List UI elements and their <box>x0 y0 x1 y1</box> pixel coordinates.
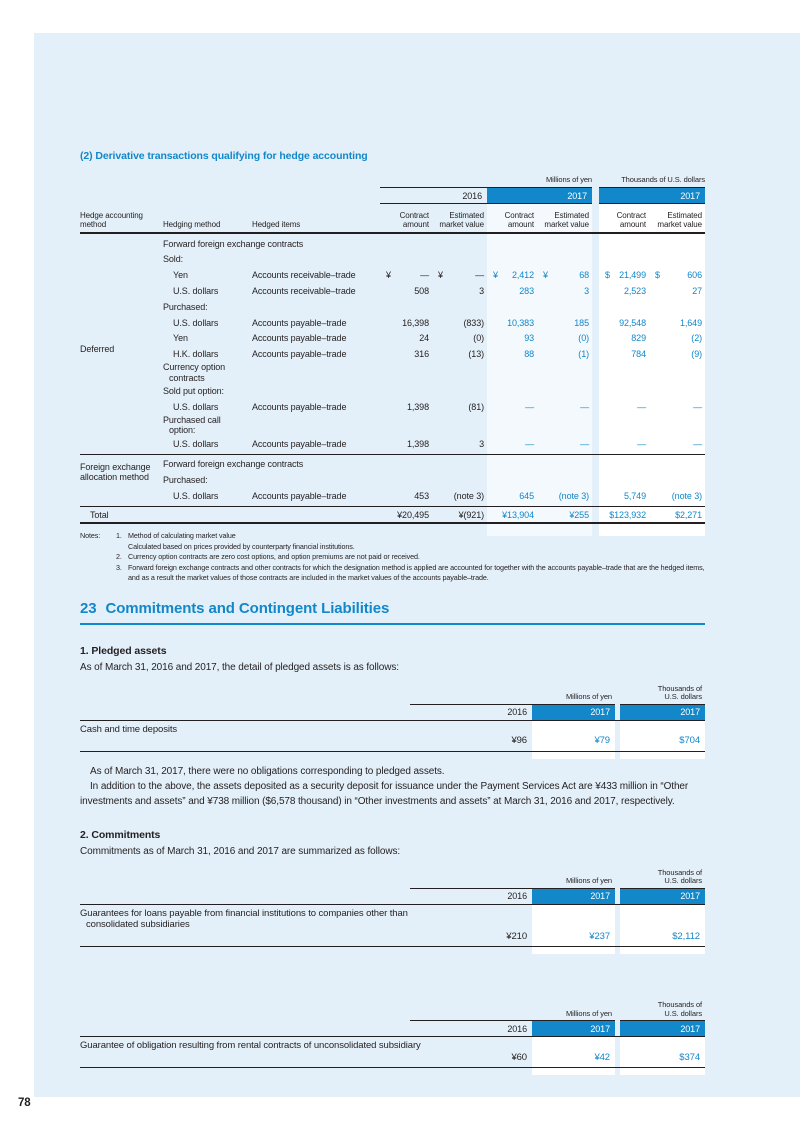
unit-label-usd <box>658 1001 702 1018</box>
hedge-accounting-method-label <box>80 462 162 483</box>
year-2017: 2017 <box>532 1021 615 1036</box>
label-line: Yen <box>173 333 188 344</box>
value-cell: $2,271 <box>675 509 702 520</box>
table-section <box>80 234 705 454</box>
value-cell: — <box>525 401 534 412</box>
label-line: U.S. dollars <box>173 401 219 412</box>
hedged-items-cell: Accounts payable–trade <box>252 401 347 412</box>
hedged-items-cell: Accounts payable–trade <box>252 438 347 449</box>
hedging-method-cell <box>163 386 380 397</box>
unit-label-yen: Millions of yen <box>545 175 592 184</box>
note-item <box>116 552 705 563</box>
value-cell <box>487 270 537 281</box>
unit-label-usd <box>658 869 702 886</box>
col-header-hedge-accounting-method: Hedge accounting method <box>80 211 143 229</box>
year-2017: 2017 <box>487 188 592 203</box>
value-cell: ¥96 <box>511 735 527 747</box>
col-header-contract-amount: Contract amount <box>504 211 534 229</box>
year-2017-usd: 2017 <box>620 704 705 720</box>
label-line: Forward foreign exchange contracts and other contracts for which the designation method is applied are accounted for together with the accounts payable–trade that are the hedged items, and as a result the market values of those contracts are included in the market values of the accounts payable–trade. <box>128 562 705 583</box>
value-cell: 92,548 <box>619 317 646 328</box>
label-line: Purchased: <box>163 301 208 312</box>
value-cell: 3 <box>479 438 484 449</box>
table-row <box>80 457 705 473</box>
value-cell <box>599 270 649 281</box>
section-number: 23 <box>80 599 97 617</box>
value-cell: ¥255 <box>569 509 589 520</box>
unit-label-yen: Millions of yen <box>565 876 612 886</box>
col-header-contract-amount: Contract amount <box>616 211 646 229</box>
pledged-assets-table <box>80 682 705 752</box>
value-cell: (0) <box>473 333 484 344</box>
value-cell: 5,749 <box>623 491 646 501</box>
value-cell: 1,649 <box>679 317 702 328</box>
year-header-row <box>80 888 705 905</box>
hedging-method-cell <box>163 402 252 413</box>
section-heading <box>80 600 705 625</box>
year-group-yen <box>410 888 615 904</box>
hedging-method-cell <box>163 302 380 313</box>
hedged-items-cell: Accounts payable–trade <box>252 349 347 360</box>
label-line: Purchased: <box>163 475 208 486</box>
year-header-row <box>80 704 705 721</box>
spacer <box>80 959 705 989</box>
table-notes <box>80 531 705 584</box>
unit-labels-row <box>80 866 705 888</box>
value-cell: 27 <box>692 286 702 297</box>
table-row <box>80 905 705 948</box>
unit-labels-row <box>80 682 705 704</box>
year-group-yen <box>380 187 592 204</box>
currency-symbol: ¥ <box>493 270 498 281</box>
value-cell: 1,398 <box>406 438 429 449</box>
value-cell: (81) <box>468 401 484 412</box>
hedged-items-cell: Accounts payable–trade <box>252 317 347 328</box>
note-text <box>128 563 705 584</box>
value-cell: $374 <box>679 1051 700 1063</box>
label-line: U.S. dollars <box>173 438 219 449</box>
value-cell: 316 <box>414 349 429 360</box>
year-2017: 2017 <box>532 889 615 904</box>
value: 606 <box>687 270 702 281</box>
label-line: Guarantee of obligation resulting from rental contracts of unconsolidated subsidiary <box>80 1040 421 1052</box>
table-row <box>80 331 705 347</box>
note-number: 1. <box>116 531 122 541</box>
hedged-items-cell: Accounts payable–trade <box>252 333 347 344</box>
year-2016: 2016 <box>507 707 527 718</box>
section-title: Commitments and Contingent Liabilities <box>105 599 390 617</box>
unit-label-usd: Thousands of U.S. dollars <box>621 175 705 184</box>
table-row <box>80 436 705 452</box>
label-line: Foreign exchange <box>80 461 151 472</box>
note-number: 2. <box>116 552 122 562</box>
column-header-row <box>80 204 705 234</box>
label-line: Yen <box>173 270 188 281</box>
paragraph: In addition to the above, the assets deposited as a security deposit for issuance under the Payment Services Act are ¥433 million in “Other investments and assets” and ¥738 million ($6,578 thousand) in “Other investments and assets” at March 31, 2016 and 2017, respectively. <box>80 780 689 807</box>
value-cell: ¥13,904 <box>502 509 534 520</box>
value-cell: — <box>693 401 702 412</box>
label-line: consolidated subsidiaries <box>86 919 190 931</box>
label-line: Forward foreign exchange contracts <box>163 459 304 470</box>
unit-label-yen: Millions of yen <box>565 1008 612 1018</box>
hedging-method-cell <box>163 239 380 250</box>
label-line: Cash and time deposits <box>80 723 178 735</box>
value: 2,412 <box>511 270 534 281</box>
table-row <box>80 488 705 504</box>
table-row <box>80 362 705 383</box>
pledged-assets-paragraphs <box>80 764 705 809</box>
notes-prefix: Notes: <box>80 531 101 541</box>
label-line: U.S. dollars <box>173 491 219 501</box>
value-cell: 10,383 <box>507 317 534 328</box>
col-header-estimated-market-value: Estimated market value <box>544 211 589 229</box>
year-group-yen <box>410 1020 615 1036</box>
value-cell: — <box>693 438 702 449</box>
value-cell: (note 3) <box>453 491 484 501</box>
value-cell: 829 <box>631 333 646 344</box>
pledged-assets-subheading: 1. Pledged assets <box>80 644 167 657</box>
col-header-hedged-items: Hedged items <box>252 220 301 229</box>
currency-symbol: $ <box>655 270 660 281</box>
value-cell: 185 <box>574 317 589 328</box>
col-header-hedging-method: Hedging method <box>163 220 221 229</box>
label-line: U.S. dollars <box>664 692 702 702</box>
currency-symbol: ¥ <box>438 270 443 281</box>
pledged-assets-intro: As of March 31, 2016 and 2017, the detail of pledged assets is as follows: <box>80 661 399 673</box>
table-row <box>80 315 705 331</box>
label-line: option: <box>169 425 196 436</box>
hedging-method-cell <box>163 415 380 436</box>
year-header-row <box>80 1020 705 1037</box>
unit-labels-row <box>80 175 705 187</box>
row-label <box>80 1040 532 1052</box>
value-cell: 283 <box>519 286 534 297</box>
commitments-subheading: 2. Commitments <box>80 828 161 841</box>
label-line: Forward foreign exchange contracts <box>163 238 304 249</box>
hedging-method-cell <box>163 318 252 329</box>
value-cell: ¥20,495 <box>397 509 429 520</box>
value-cell: ¥79 <box>594 735 610 747</box>
page-content <box>80 150 705 1080</box>
table-section <box>80 454 705 506</box>
value-cell: 88 <box>524 349 534 360</box>
year-2016: 2016 <box>507 891 527 902</box>
page-number: 78 <box>18 1097 31 1109</box>
hedge-accounting-method-label <box>80 344 162 355</box>
value-cell: ¥210 <box>506 930 527 942</box>
value-cell <box>649 270 705 281</box>
row-label <box>80 908 532 931</box>
value-cell: (833) <box>463 317 484 328</box>
hedging-method-cell <box>163 333 252 344</box>
table-row <box>80 347 705 363</box>
label-line: Guarantees for loans payable from financial institutions to companies other than <box>80 907 408 919</box>
value-cell: (1) <box>578 349 589 360</box>
hedging-method-cell <box>163 349 252 360</box>
label-line: U.S. dollars <box>173 317 219 328</box>
hedged-items-cell: Accounts payable–trade <box>252 491 347 501</box>
label-line: U.S. dollars <box>664 876 702 886</box>
value-cell: (9) <box>691 349 702 360</box>
label-line: Sold put option: <box>163 386 224 397</box>
notes-list <box>116 531 705 584</box>
year-group-yen <box>410 704 615 720</box>
hedging-method-cell <box>163 439 252 450</box>
label-line: U.S. dollars <box>664 1008 702 1018</box>
paragraph: As of March 31, 2017, there were no obligations corresponding to pledged assets. <box>90 765 445 777</box>
note-text <box>128 531 705 552</box>
label-line: Sold: <box>163 254 184 265</box>
value-cell: 784 <box>631 349 646 360</box>
value-cell: 3 <box>479 286 484 297</box>
currency-symbol: ¥ <box>386 270 391 281</box>
label-line: Currency option contracts are zero cost options, and option premiums are not paid or received. <box>128 552 420 562</box>
hedging-method-cell <box>163 270 252 281</box>
note-number: 3. <box>116 562 122 572</box>
value-cell: 93 <box>524 333 534 344</box>
value-cell: 24 <box>419 333 429 344</box>
year-2017-usd: 2017 <box>599 187 705 204</box>
value: — <box>420 270 429 281</box>
value-cell: — <box>525 438 534 449</box>
value-cell: (note 3) <box>558 491 589 501</box>
value: — <box>475 270 484 281</box>
label-line: U.S. dollars <box>173 286 219 297</box>
label-line: H.K. dollars <box>173 349 219 360</box>
value-cell: — <box>580 438 589 449</box>
table-row <box>80 283 705 299</box>
table-row <box>80 1037 705 1068</box>
table-row <box>80 236 705 252</box>
label-line: contracts <box>169 372 205 383</box>
value-cell: 1,398 <box>406 401 429 412</box>
year-2017: 2017 <box>532 705 615 720</box>
table-row <box>80 415 705 436</box>
commitments-table-guarantee-rental <box>80 998 705 1068</box>
value-cell: (13) <box>468 349 484 360</box>
value-cell: 645 <box>519 491 534 501</box>
unit-labels-row <box>80 998 705 1020</box>
col-header-contract-amount: Contract amount <box>399 211 429 229</box>
value-cell <box>432 270 487 281</box>
table-row <box>80 268 705 284</box>
value-cell: (note 3) <box>671 491 702 501</box>
label-line: Thousands of <box>657 867 702 877</box>
year-2016: 2016 <box>462 190 482 201</box>
derivative-table <box>80 175 705 524</box>
value-cell: $123,932 <box>609 509 646 520</box>
col-header-estimated-market-value: Estimated market value <box>657 211 702 229</box>
note-item <box>116 563 705 584</box>
derivative-subheading: (2) Derivative transactions qualifying for hedge accounting <box>80 150 368 162</box>
value-cell: ¥42 <box>594 1051 610 1063</box>
value-cell: — <box>637 401 646 412</box>
commitments-intro: Commitments as of March 31, 2016 and 2017 are summarized as follows: <box>80 845 401 857</box>
value-cell: 508 <box>414 286 429 297</box>
label-line: Thousands of <box>657 683 702 693</box>
hedging-method-cell <box>163 362 380 383</box>
table-row <box>80 721 705 752</box>
value-cell: — <box>580 401 589 412</box>
hedging-method-cell <box>163 459 380 470</box>
label-line: Thousands of <box>657 1000 702 1010</box>
value-cell: $2,112 <box>672 930 700 942</box>
unit-label-usd <box>658 685 702 702</box>
value-cell: $704 <box>679 735 700 747</box>
value: 68 <box>579 270 589 281</box>
note-text <box>128 552 705 563</box>
year-2017-usd: 2017 <box>620 1020 705 1036</box>
value-cell: (2) <box>691 333 702 344</box>
col-header-estimated-market-value: Estimated market value <box>439 211 484 229</box>
table-row <box>80 399 705 415</box>
value-cell: — <box>637 438 646 449</box>
value-cell: (0) <box>578 333 589 344</box>
hedged-items-cell: Accounts receivable–trade <box>252 286 356 297</box>
value-cell: ¥237 <box>589 930 610 942</box>
table-total-row <box>80 506 705 524</box>
value-cell <box>380 270 432 281</box>
hedged-items-cell: Accounts receivable–trade <box>252 270 356 281</box>
value-cell: 3 <box>584 286 589 297</box>
hedging-method-cell <box>163 286 252 297</box>
derivative-table-body <box>80 234 705 524</box>
year-2017-usd: 2017 <box>620 888 705 904</box>
year-2016: 2016 <box>507 1023 527 1034</box>
value-cell <box>537 270 592 281</box>
hedging-method-cell <box>163 491 252 502</box>
label-line: Currency option <box>163 362 226 373</box>
year-header-row <box>80 187 705 204</box>
currency-symbol: ¥ <box>543 270 548 281</box>
table-row <box>80 383 705 399</box>
value-cell: 16,398 <box>402 317 429 328</box>
value: 21,499 <box>619 270 646 281</box>
label-line: allocation method <box>80 472 149 483</box>
value-cell: ¥(921) <box>458 509 484 520</box>
hedging-method-cell <box>163 475 380 486</box>
unit-label-yen: Millions of yen <box>565 692 612 702</box>
table-row <box>80 252 705 268</box>
value-cell: ¥60 <box>511 1051 527 1063</box>
label-line: Deferred <box>80 344 115 354</box>
table-row <box>80 473 705 489</box>
commitments-table-guarantees-loans <box>80 866 705 948</box>
value-cell: 453 <box>414 491 429 501</box>
label-line: Method of calculating market value <box>128 531 236 541</box>
note-item <box>116 531 705 552</box>
table-row <box>80 299 705 315</box>
total-label: Total <box>90 509 109 520</box>
label-line: Calculated based on prices provided by counterparty financial institutions. <box>128 541 355 551</box>
value-cell: 2,523 <box>623 286 646 297</box>
hedging-method-cell <box>163 254 380 265</box>
row-label <box>80 724 532 736</box>
label-line: Purchased call <box>163 414 221 425</box>
currency-symbol: $ <box>605 270 610 281</box>
